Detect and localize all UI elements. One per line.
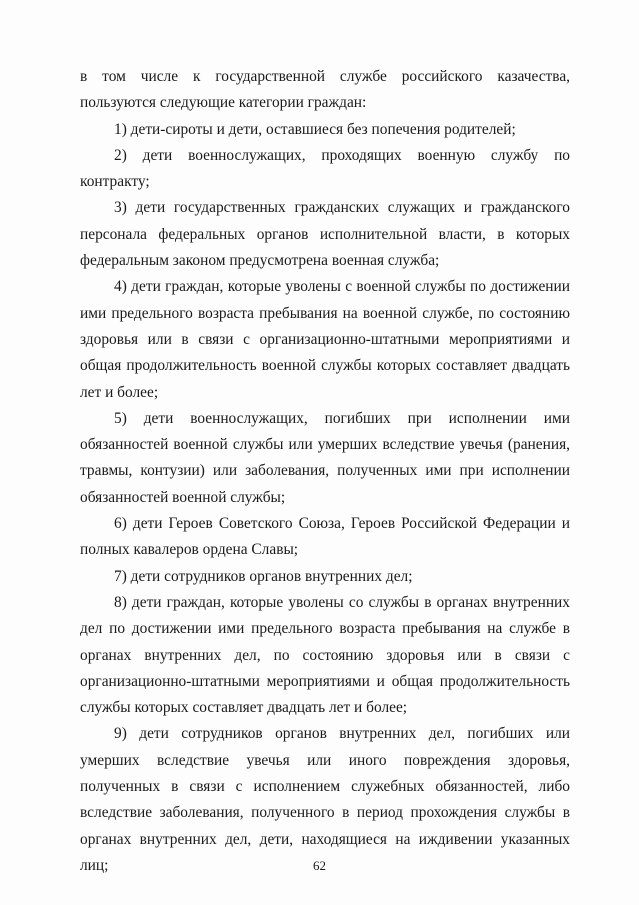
list-item-9: 9) дети сотрудников органов внутренних дел, погибших или умерших вследствие увечья или иного повреждения здоровья, полученных в связи с исполнением служебных обязанностей, либо вследствие заболевания, полученного в период прохождения службы в органах внутренних дел, дети, находящиеся на иждивении указанных лиц; — [80, 725, 570, 874]
list-item-6: 6) дети Героев Советского Союза, Героев Российской Федерации и полных кавалеров ордена Славы; — [80, 515, 570, 559]
list-item-8: 8) дети граждан, которые уволены со службы в органах внутренних дел по достижении ими предельного возраста пребывания на службе в органах внутренних дел, по состоянию здоровья или в связи с организационно-штатными мероприятиями и общая продолжительность службы которых составляет двадцать лет и более; — [80, 593, 570, 717]
intro-paragraph: в том числе к государственной службе российского казачества, пользуются следующие категории граждан: — [80, 68, 570, 112]
list-item-2: 2) дети военнослужащих, проходящих военную службу по контракту; — [80, 146, 570, 191]
list-item-3: 3) дети государственных гражданских служащих и гражданского персонала федеральных органов исполнительной власти, в которых федеральным законом предусмотрена военная служба; — [80, 199, 570, 270]
document-body — [80, 64, 570, 879]
page-number: 62 — [313, 858, 326, 873]
list-item-4: 4) дети граждан, которые уволены с военной службы по достижении ими предельного возраста пребывания на военной службе, по состоянию здоровья или в связи с организационно-штатными мероприятиями и общая продолжительность военной службы которых составляет двадцать лет и более; — [80, 278, 570, 401]
list-item-1: 1) дети-сироты и дети, оставшиеся без попечения родителей; — [114, 120, 516, 138]
list-item-7: 7) дети сотрудников органов внутренних дел; — [114, 567, 413, 585]
list-item-5: 5) дети военнослужащих, погибших при исполнении ими обязанностей военной службы или умерших вследствие увечья (ранения, травмы, контузии) или заболевания, полученных ими при исполнении обязанностей военной службы; — [80, 409, 570, 506]
